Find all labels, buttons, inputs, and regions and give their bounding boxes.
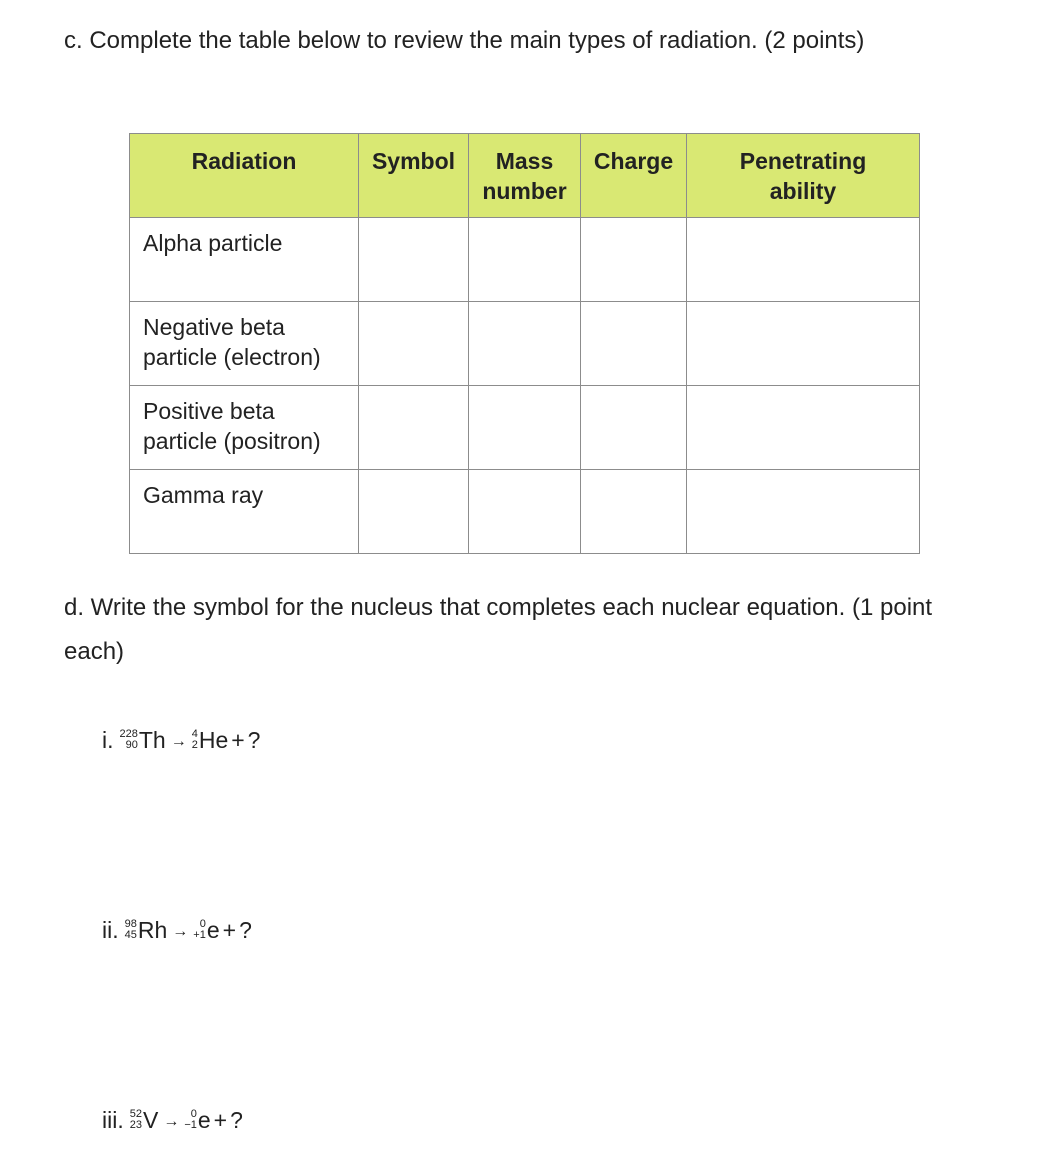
atomic-number: 90 — [125, 738, 138, 751]
reaction-arrow: → — [172, 923, 189, 940]
mass-number: 98 — [124, 917, 137, 930]
reactant-numbers — [130, 1109, 142, 1131]
charge-answer-cell[interactable] — [581, 302, 687, 386]
header-charge: Charge — [581, 134, 687, 218]
equation-label: iii. — [102, 1107, 124, 1133]
reaction-arrow: → — [163, 1113, 180, 1130]
product-numbers — [193, 919, 206, 941]
plus-sign: + — [231, 727, 245, 753]
nuclear-equation-ii — [102, 915, 252, 949]
header-mass-number: Mass number — [469, 134, 581, 218]
header-radiation: Radiation — [130, 134, 359, 218]
charge-answer-cell[interactable] — [581, 470, 687, 554]
penetrating-ability-answer-cell[interactable] — [687, 218, 920, 302]
reactant-symbol: V — [142, 1107, 159, 1133]
mass-number-answer-cell[interactable] — [469, 470, 581, 554]
atomic-number: +1 — [193, 928, 206, 941]
symbol-answer-cell[interactable] — [359, 218, 469, 302]
penetrating-ability-answer-cell[interactable] — [687, 386, 920, 470]
penetrating-ability-answer-cell[interactable] — [687, 470, 920, 554]
mass-number: 0 — [190, 1107, 197, 1120]
mass-number: 52 — [129, 1107, 142, 1120]
mass-number: 0 — [199, 917, 206, 930]
charge-answer-cell[interactable] — [581, 386, 687, 470]
radiation-name-cell: Negative beta particle (electron) — [130, 302, 359, 386]
equation-label: ii. — [102, 917, 119, 943]
unknown-nucleus: ? — [247, 727, 261, 753]
mass-number: 228 — [119, 727, 138, 740]
reactant-symbol: Th — [138, 727, 166, 753]
radiation-name-cell: Gamma ray — [130, 470, 359, 554]
question-c-prompt: c. Complete the table below to review the main types of radiation. (2 points) — [64, 27, 865, 54]
table-header-row — [130, 134, 920, 218]
product-symbol: e — [206, 917, 220, 943]
equation-label: i. — [102, 727, 114, 753]
unknown-nucleus: ? — [230, 1107, 243, 1133]
product-symbol: He — [198, 727, 229, 753]
plus-sign: + — [222, 917, 237, 943]
mass-number: 4 — [191, 727, 198, 740]
atomic-number: 2 — [191, 738, 198, 751]
symbol-answer-cell[interactable] — [359, 302, 469, 386]
reactant-symbol: Rh — [137, 917, 168, 943]
mass-number-answer-cell[interactable] — [469, 302, 581, 386]
table-row — [130, 386, 920, 470]
table-row — [130, 302, 920, 386]
reactant-numbers — [125, 919, 137, 941]
charge-answer-cell[interactable] — [581, 218, 687, 302]
plus-sign: + — [213, 1107, 228, 1133]
radiation-table — [129, 133, 920, 554]
nuclear-equation-i — [102, 725, 260, 759]
product-numbers — [184, 1109, 197, 1131]
radiation-name-cell: Alpha particle — [130, 218, 359, 302]
mass-number-answer-cell[interactable] — [469, 386, 581, 470]
atomic-number: 23 — [129, 1118, 142, 1131]
symbol-answer-cell[interactable] — [359, 386, 469, 470]
atomic-number: 45 — [124, 928, 137, 941]
product-symbol: e — [197, 1107, 211, 1133]
mass-number-answer-cell[interactable] — [469, 218, 581, 302]
header-symbol: Symbol — [359, 134, 469, 218]
question-d-prompt: d. Write the symbol for the nucleus that completes each nuclear equation. (1 point each) — [64, 594, 933, 665]
unknown-nucleus: ? — [239, 917, 252, 943]
table-row — [130, 218, 920, 302]
atomic-number: −1 — [184, 1118, 197, 1131]
header-penetrating-ability: Penetrating ability — [687, 134, 920, 218]
reaction-arrow: → — [170, 733, 187, 750]
table-row — [130, 470, 920, 554]
radiation-name-cell: Positive beta particle (positron) — [130, 386, 359, 470]
reactant-numbers — [120, 729, 138, 751]
symbol-answer-cell[interactable] — [359, 470, 469, 554]
nuclear-equation-iii — [102, 1105, 243, 1139]
penetrating-ability-answer-cell[interactable] — [687, 302, 920, 386]
product-numbers — [192, 729, 198, 751]
